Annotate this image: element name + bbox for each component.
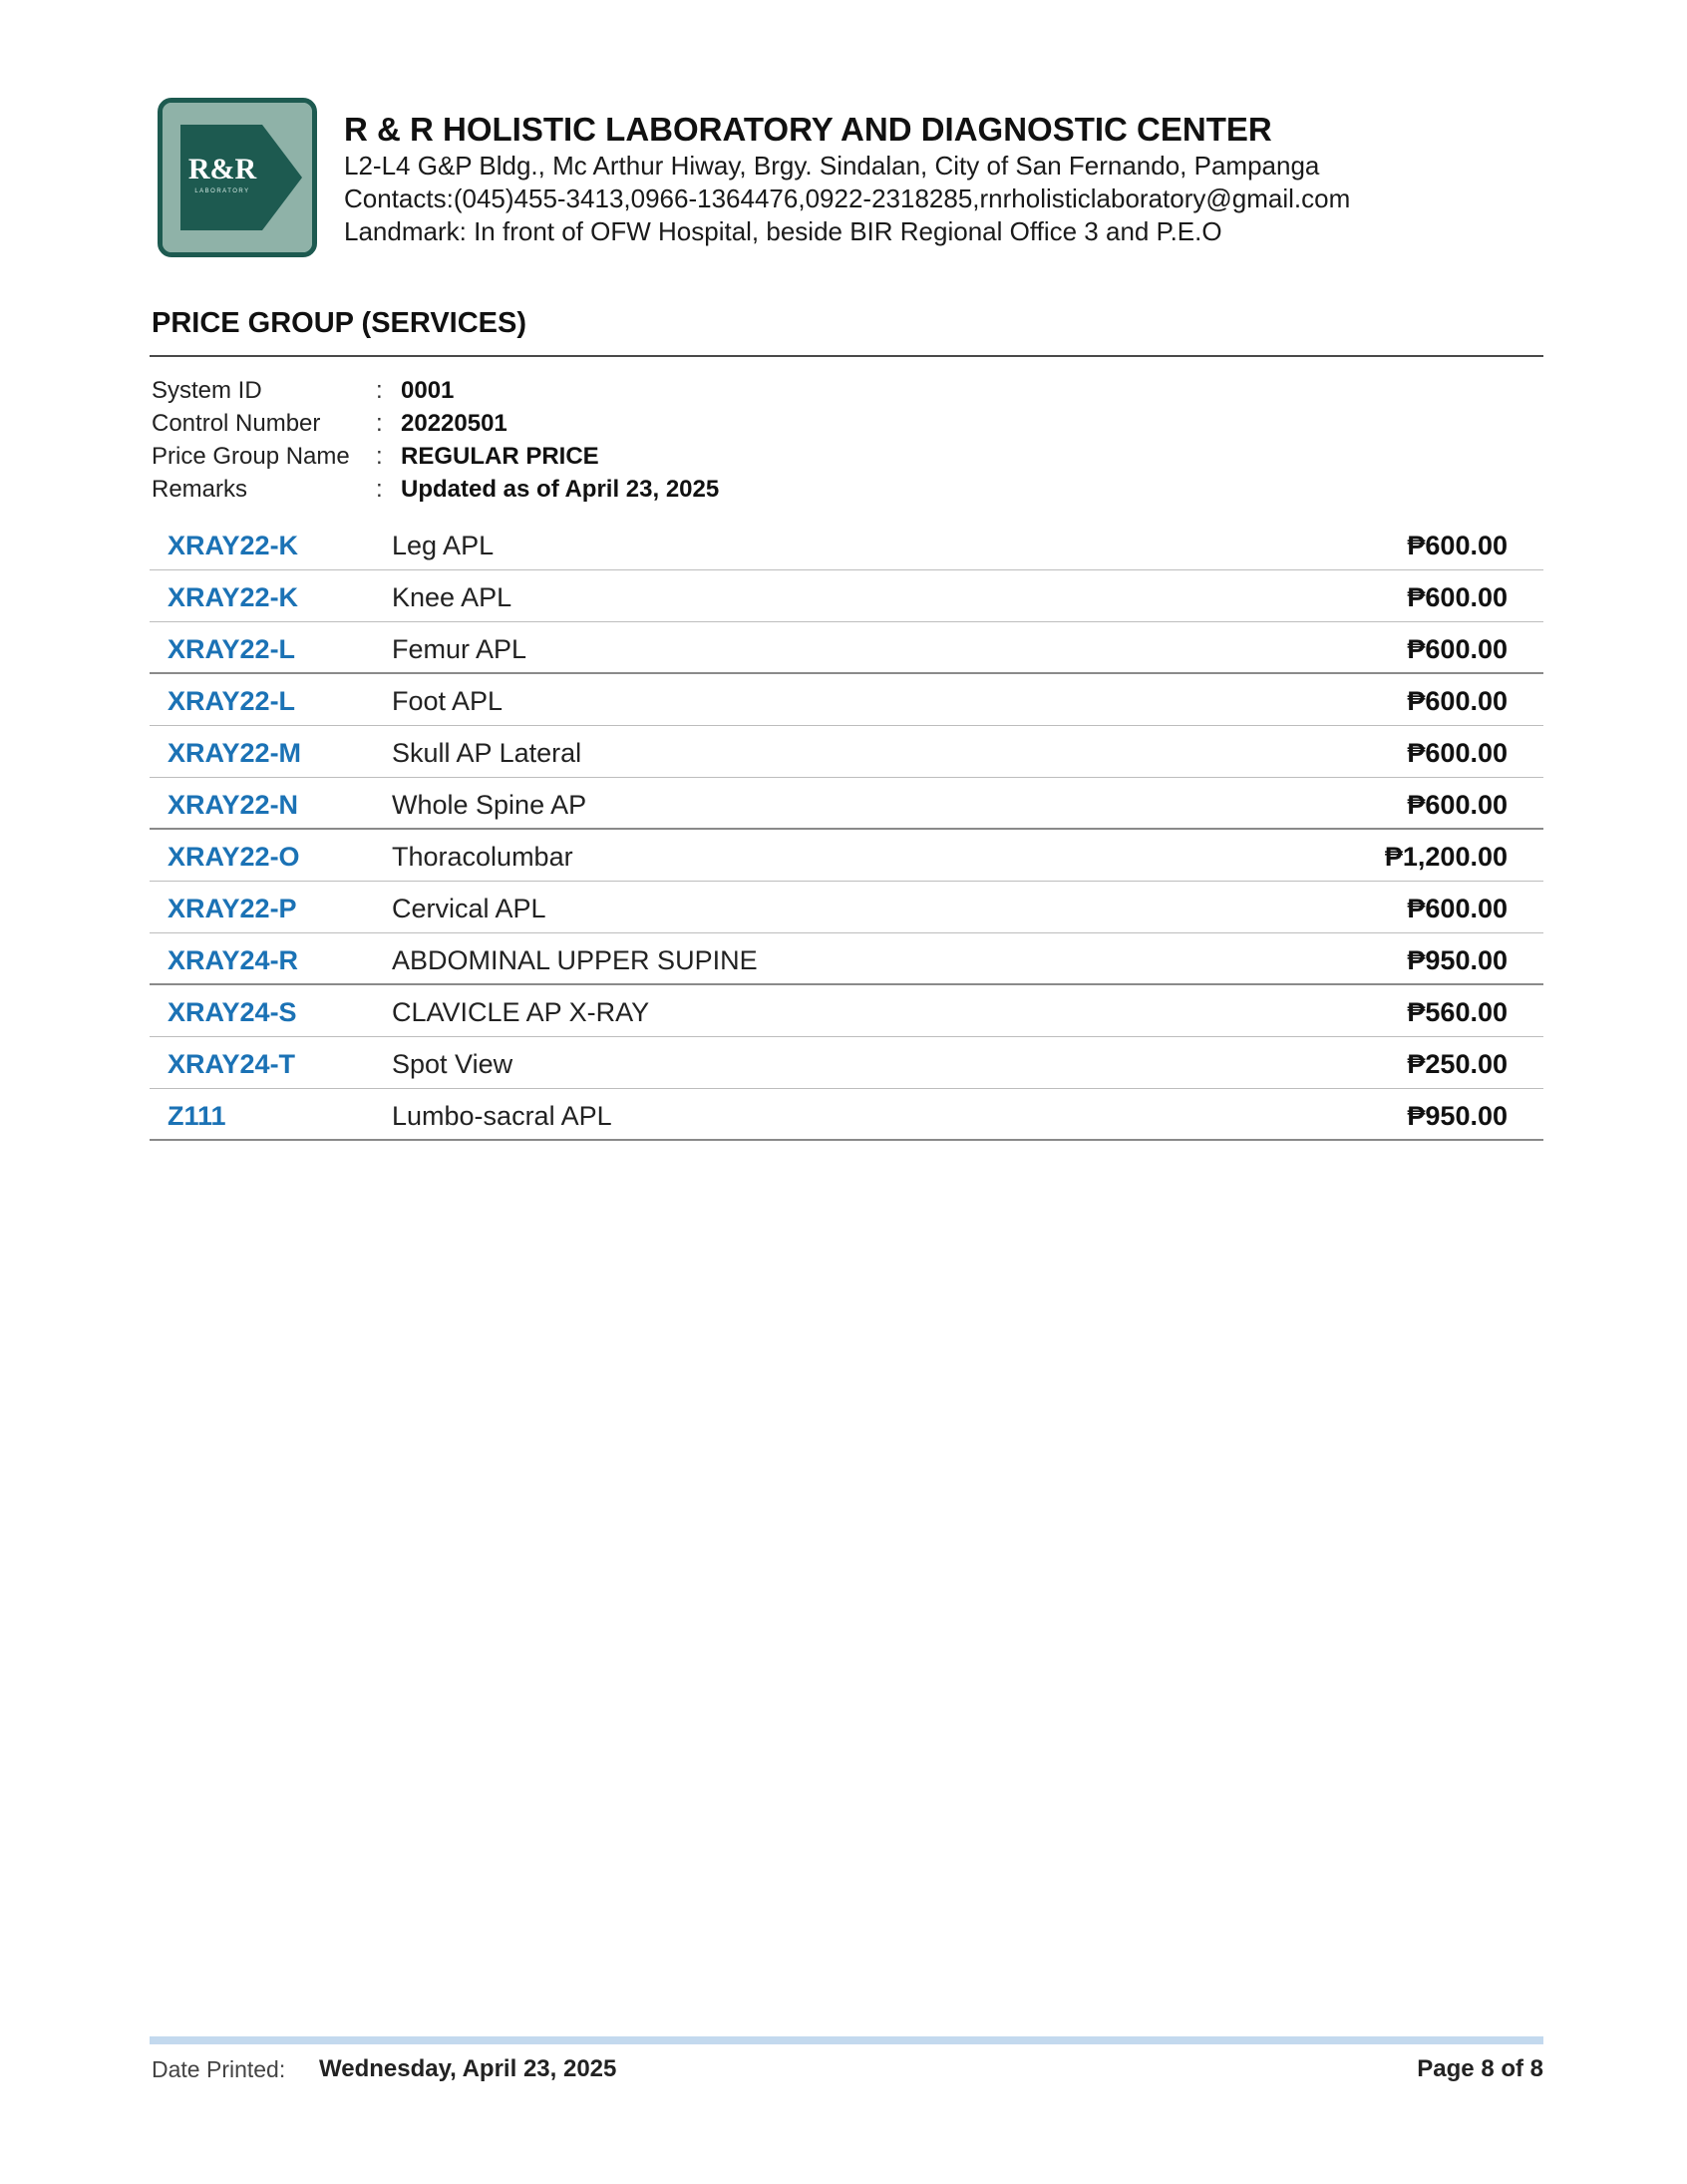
table-row [150,674,1543,726]
date-printed-label: Date Printed: [152,2056,286,2082]
page-number: Page 8 of 8 [1417,2055,1543,2082]
service-description: Cervical APL [392,894,546,923]
info-colon: : [376,410,383,437]
service-description: ABDOMINAL UPPER SUPINE [392,945,758,975]
company-logo [158,98,317,257]
service-price: ₱950.00 [1407,945,1508,975]
organization-header [344,110,1350,248]
info-colon: : [376,377,383,404]
table-row [150,1089,1543,1141]
service-price: ₱250.00 [1407,1049,1508,1079]
service-price: ₱600.00 [1407,582,1508,612]
table-row [150,570,1543,622]
table-row [150,778,1543,830]
info-label: Price Group Name [152,443,350,470]
service-code: XRAY22-O [168,842,300,872]
service-price: ₱1,200.00 [1384,842,1508,872]
service-description: Thoracolumbar [392,842,573,872]
table-row [150,726,1543,778]
service-description: Leg APL [392,531,495,560]
organization-contacts: Contacts:(045)455-3413,0966-1364476,0922-2318285,rnrholisticlaboratory@gmail.com [344,183,1351,213]
service-code: XRAY22-N [168,790,299,820]
service-code: XRAY22-L [168,634,296,664]
info-value: REGULAR PRICE [401,443,599,470]
service-description: Femur APL [392,634,527,664]
service-code: XRAY24-S [168,997,297,1027]
info-value: Updated as of April 23, 2025 [401,476,720,503]
date-printed-value: Wednesday, April 23, 2025 [319,2055,617,2082]
table-row [150,933,1543,985]
section-title: PRICE GROUP (SERVICES) [152,307,527,339]
table-row [150,519,1543,570]
price-table [150,519,1543,1141]
service-description: Whole Spine AP [392,790,587,820]
service-price: ₱600.00 [1407,894,1508,923]
service-description: CLAVICLE AP X-RAY [392,997,650,1027]
service-code: XRAY24-R [168,945,299,975]
organization-landmark: Landmark: In front of OFW Hospital, beside BIR Regional Office 3 and P.E.O [344,216,1222,246]
table-row [150,1037,1543,1089]
service-price: ₱600.00 [1407,634,1508,664]
service-description: Foot APL [392,686,504,716]
service-code: Z111 [168,1101,226,1131]
service-price: ₱950.00 [1407,1101,1508,1131]
service-code: XRAY22-K [168,531,299,560]
service-description: Spot View [392,1049,513,1079]
service-code: XRAY22-P [168,894,297,923]
service-price: ₱600.00 [1407,738,1508,768]
info-colon: : [376,443,383,470]
service-description: Knee APL [392,582,512,612]
info-label: Remarks [152,476,248,503]
logo-subtext: LABORATORY [194,188,250,194]
table-row [150,830,1543,882]
organization-name: R & R HOLISTIC LABORATORY AND DIAGNOSTIC CENTER [344,111,1272,148]
service-code: XRAY22-M [168,738,302,768]
table-row [150,985,1543,1037]
service-description: Lumbo-sacral APL [392,1101,612,1131]
service-code: XRAY22-K [168,582,299,612]
info-label: System ID [152,377,262,404]
table-row [150,882,1543,933]
service-code: XRAY22-L [168,686,296,716]
service-price: ₱560.00 [1407,997,1508,1027]
organization-address: L2-L4 G&P Bldg., Mc Arthur Hiway, Brgy. Sindalan, City of San Fernando, Pampanga [344,151,1320,181]
info-value: 0001 [401,377,455,404]
logo-text: R&R [187,153,257,185]
service-price: ₱600.00 [1407,686,1508,716]
service-price: ₱600.00 [1407,531,1508,560]
table-row [150,622,1543,674]
info-value: 20220501 [401,410,507,437]
section-divider [150,355,1543,357]
info-colon: : [376,476,383,503]
service-description: Skull AP Lateral [392,738,582,768]
service-price: ₱600.00 [1407,790,1508,820]
service-code: XRAY24-T [168,1049,296,1079]
footer-divider [150,2036,1543,2044]
info-label: Control Number [152,410,321,437]
